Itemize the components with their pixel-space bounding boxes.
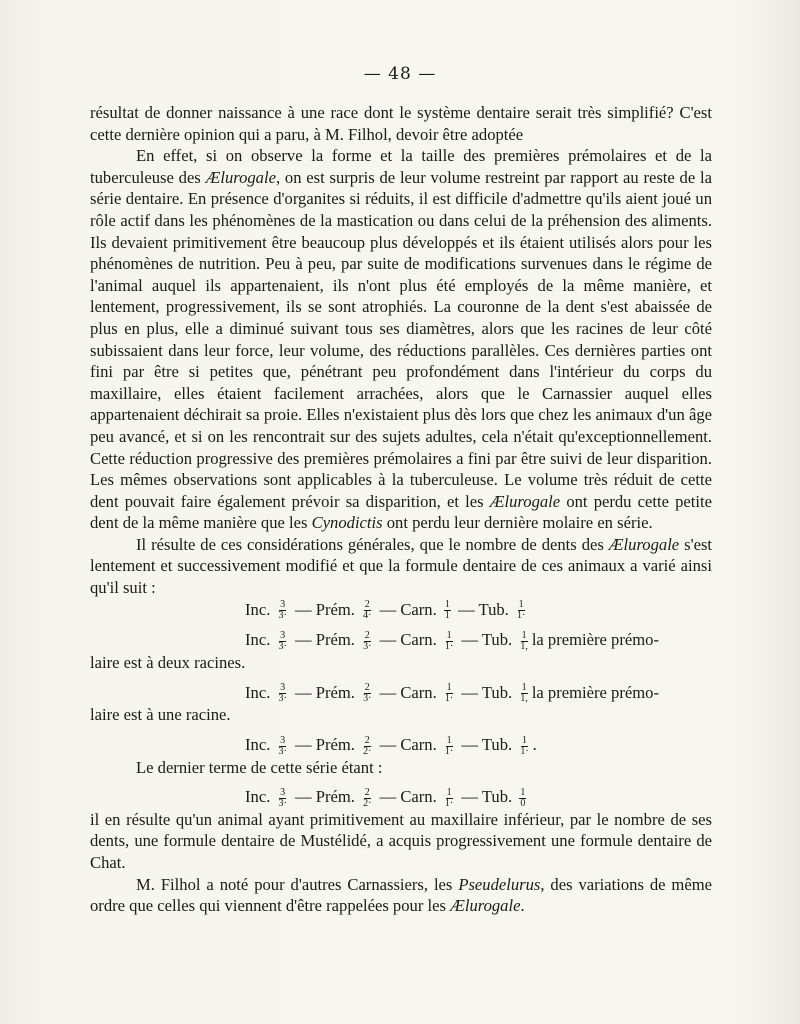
genus-name: Ælurogale xyxy=(608,534,680,554)
formula-label-prem: Prém. xyxy=(315,787,355,807)
separator: — xyxy=(379,787,397,807)
genus-name: Cynodictis xyxy=(311,513,383,533)
paragraph-2 xyxy=(90,145,712,534)
formula-label-inc: Inc. xyxy=(245,630,271,650)
page-number: — 48 — xyxy=(363,64,437,84)
formula-label-tub: Tub. xyxy=(481,734,513,754)
fraction-carn: $\frac{1}{1\cdot}$ xyxy=(444,786,454,809)
separator: — xyxy=(461,630,478,650)
genus-name: Ælurogale xyxy=(205,167,276,187)
fraction-tub: $\frac{1}{1,}$ xyxy=(520,682,528,705)
dental-formula-1 xyxy=(90,599,712,622)
fraction-carn: $\frac{1}{1\cdot}$ xyxy=(444,734,454,757)
separator: — xyxy=(295,630,312,650)
separator: — xyxy=(461,734,478,754)
formula-label-tub: Tub. xyxy=(481,682,513,702)
fraction-tub: $\frac{1}{0}$ xyxy=(520,786,526,809)
separator: — xyxy=(295,682,312,702)
fraction-prem: $\frac{2}{3\cdot}$ xyxy=(363,682,372,705)
fraction-prem: $\frac{2}{4\cdot}$ xyxy=(363,599,372,622)
text-span: s'est lentement et successivement modifié et que la formule dentaire de ces animaux a varié ainsi qu'il suit : xyxy=(90,534,713,598)
separator: — xyxy=(379,734,397,754)
text-span: En effet, si on observe la forme et la taille des premières prémolaires et de la tuberculeuse des xyxy=(90,146,712,187)
formula-label-carn: Carn. xyxy=(400,787,437,807)
fraction-carn: $\frac{1}{1\cdot}$ xyxy=(444,682,454,705)
text-span: M. Filhol a noté pour d'autres Carnassiers, les xyxy=(136,874,459,894)
fraction-inc: $\frac{3}{3\cdot}$ xyxy=(278,786,287,809)
formula-label-tub: Tub. xyxy=(481,630,513,650)
fraction-carn: $\frac{1}{1}$ xyxy=(444,599,450,622)
fraction-tub: $\frac{1}{1\cdot}$ xyxy=(520,734,529,757)
formula-label-inc: Inc. xyxy=(245,787,271,807)
fraction-prem: $\frac{2}{2\cdot}$ xyxy=(363,786,372,809)
formula-label-tub: Tub. xyxy=(481,787,513,807)
dental-formula-5 xyxy=(90,786,712,809)
formula-tail: . xyxy=(532,734,537,754)
fraction-inc: $\frac{3}{3\cdot}$ xyxy=(278,599,287,622)
paragraph-1: résultat de donner naissance à une race dont le système dentaire serait très simplifié? C'est cette dernière opinion qui a paru, à M. Filhol, devoir être adoptée xyxy=(90,103,712,144)
separator: — xyxy=(458,599,475,619)
dental-formula-2 xyxy=(90,629,712,652)
text-span: ont perdu leur dernière molaire en série. xyxy=(382,513,653,533)
paragraph-final xyxy=(90,874,712,917)
formula-label-prem: Prém. xyxy=(315,630,355,650)
fraction-prem: $\frac{2}{2\cdot}$ xyxy=(363,734,372,757)
formula-label-tub: Tub. xyxy=(478,599,509,619)
formula-label-carn: Carn. xyxy=(400,734,437,754)
formula-tail: la première prémo- xyxy=(531,682,659,702)
text-span: , des variations de même ordre que celles qui viennent d'être rappelées pour les xyxy=(90,874,712,916)
separator: — xyxy=(379,682,397,702)
fraction-inc: $\frac{3}{3\cdot}$ xyxy=(278,630,287,653)
formula-label-inc: Inc. xyxy=(245,682,271,702)
fraction-tub: $\frac{1}{1\cdot}$ xyxy=(516,599,526,622)
genus-name: Ælurogale xyxy=(450,896,521,916)
genus-name: Pseudelurus xyxy=(458,874,541,894)
separator: — xyxy=(461,682,478,702)
formula-label-inc: Inc. xyxy=(245,734,271,754)
formula-label-inc: Inc. xyxy=(245,599,271,619)
formula-label-carn: Carn. xyxy=(400,599,437,619)
fraction-tub: $\frac{1}{1,}$ xyxy=(520,630,528,653)
formula-label-prem: Prém. xyxy=(315,682,355,702)
body-text xyxy=(90,102,712,917)
formula-tail: la première prémo- xyxy=(531,630,659,650)
paragraph-3 xyxy=(90,534,712,599)
formula-label-carn: Carn. xyxy=(400,630,437,650)
genus-name: Ælurogale xyxy=(489,491,561,511)
dental-formula-3 xyxy=(90,682,712,705)
separator: — xyxy=(379,599,397,619)
separator: — xyxy=(295,787,312,807)
fraction-prem: $\frac{2}{3\cdot}$ xyxy=(363,630,372,653)
separator: — xyxy=(379,630,397,650)
formula-label-prem: Prém. xyxy=(315,734,355,754)
text-span: Il résulte de ces considérations générales, que le nombre de dents des xyxy=(136,534,609,554)
separator: — xyxy=(295,599,312,619)
text-span: . xyxy=(520,896,525,916)
paragraph-result: il en résulte qu'un animal ayant primitivement au maxillaire inférieur, par le nombre de ses dents, une formule dentaire de Mustélidé, a acquis progressivement une formule dentaire de Chat. xyxy=(90,809,712,873)
separator: — xyxy=(295,734,312,754)
formula-label-prem: Prém. xyxy=(315,599,355,619)
fraction-inc: $\frac{3}{3\cdot}$ xyxy=(278,734,287,757)
formula-label-carn: Carn. xyxy=(400,682,437,702)
separator: — xyxy=(461,787,478,807)
formula-3-continuation: laire est à une racine. xyxy=(90,705,231,725)
last-term-text: Le dernier terme de cette série étant : xyxy=(136,757,383,777)
text-span: , on est surpris de leur volume restreint par rapport au reste de la série dentaire. En présence d'organites si réduits, il est difficile d'admettre qu'ils aient joué un rôle actif dans les phénomènes de la mastication ou dans celui de la préhension des aliments. Ils devaient primitivement être beaucoup plus développés et ils étaient utilisés alors pour les phénomènes de nutrition. Peu à peu, par suite de modifications survenues dans le régime de l'animal auquel ils appartenaient, ils n'ont plus été employés de la même manière, et lentement, progressivement, ils se sont atrophiés. La couronne de la dent s'est abaissée de plus en plus, elle a diminué suivant tous ses diamètres, alors que les racines de leur côté subissaient dans leur force, leur volume, des réductions parallèles. Ces dernières parties ont fini par être si petites que, pénétrant peu profondément dans l'intérieur du corps du maxillaire, elles étaient facilement arrachées, alors que le Carnassier auquel elles appartenaient déchirait sa proie. Elles n'existaient plus dès lors que chez les animaux d'un âge peu avancé, et si on les rencontrait sur des sujets adultes, cela n'était qu'exceptionnellement. Cette réduction progressive des premières prémolaires a fini par être suivi de leur disparition. Les mêmes observations sont applicables à la tuberculeuse. Le volume très réduit de cette dent pouvait faire également prévoir sa disparition, et les xyxy=(90,167,712,511)
formula-2-continuation: laire est à deux racines. xyxy=(90,653,246,673)
fraction-carn: $\frac{1}{1\cdot}$ xyxy=(444,630,454,653)
text-span: ont perdu cette petite dent de la même manière que les xyxy=(90,491,712,533)
dental-formula-4 xyxy=(90,734,712,757)
fraction-inc: $\frac{3}{3\cdot}$ xyxy=(278,682,287,705)
